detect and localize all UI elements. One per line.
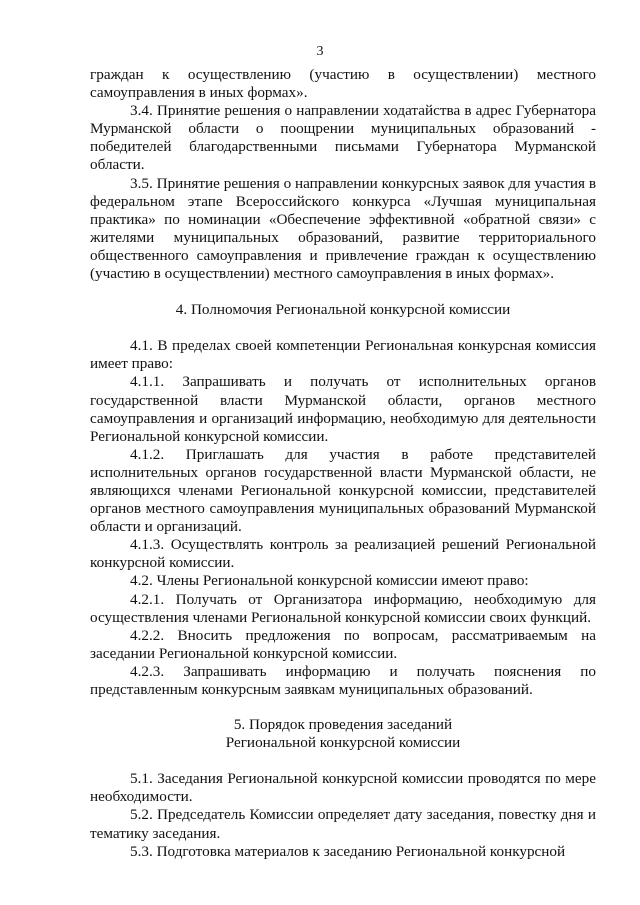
section-heading-4: 4. Полномочия Региональной конкурсной комиссии bbox=[175, 301, 511, 319]
paragraph-4-2: 4.2. Члены Региональной конкурсной комиссии имеют право: bbox=[130, 572, 529, 590]
paragraph-4-2-2: 4.2.2. Вносить предложения по вопросам, рассматриваемым на заседании Региональной конкурсной комиссии. bbox=[90, 626, 596, 662]
page-number: 3 bbox=[316, 44, 324, 59]
paragraph-3-5: 3.5. Принятие решения о направлении конкурсных заявок для участия в федеральном этапе Всероссийского конкурса «Лучшая муниципальная практика» по номинации «Обеспечение эффективной «обратной связи» с жителями муниципальных образований, развитие территориального общественного самоуправления и привлечение граждан к осуществлению (участию в осуществлении) местного самоуправления в иных формах». bbox=[90, 174, 596, 283]
document-body bbox=[90, 66, 596, 861]
section-heading-5-line1: 5. Порядок проведения заседаний bbox=[233, 716, 453, 734]
paragraph-3-4: 3.4. Принятие решения о направлении ходатайства в адрес Губернатора Мурманской области о поощрении муниципальных образований - победителей благодарственными письмами Губернатора Мурманской области. bbox=[90, 102, 596, 174]
paragraph-5-1: 5.1. Заседания Региональной конкурсной комиссии проводятся по мере необходимости. bbox=[90, 770, 596, 806]
paragraph-4-1-3: 4.1.3. Осуществлять контроль за реализацией решений Региональной конкурсной комиссии. bbox=[90, 536, 596, 572]
paragraph-4-2-3: 4.2.3. Запрашивать информацию и получать пояснения по представленным конкурсным заявкам муниципальных образований. bbox=[90, 662, 596, 698]
paragraph-4-1-2: 4.1.2. Приглашать для участия в работе представителей исполнительных органов государственной власти Мурманской области, не являющихся членами Региональной конкурсной комиссии, представителей органов местного самоуправления муниципальных образований Мурманской области и организаций. bbox=[90, 445, 596, 536]
paragraph-4-1-1: 4.1.1. Запрашивать и получать от исполнительных органов государственной власти Мурманской области, органов местного самоуправления и организаций информацию, необходимую для деятельности Региональной конкурсной комиссии. bbox=[90, 373, 596, 445]
paragraph-4-1: 4.1. В пределах своей компетенции Региональная конкурсная комиссия имеет право: bbox=[90, 337, 596, 373]
paragraph-5-2: 5.2. Председатель Комиссии определяет дату заседания, повестку дня и тематику заседания. bbox=[90, 806, 596, 842]
paragraph-continuation: граждан к осуществлению (участию в осуществлении) местного самоуправления в иных формах». bbox=[90, 66, 596, 102]
paragraph-4-2-1: 4.2.1. Получать от Организатора информацию, необходимую для осуществления членами Региональной конкурсной комиссии своих функций. bbox=[90, 590, 596, 626]
section-heading-5-line2: Региональной конкурсной комиссии bbox=[225, 734, 461, 752]
paragraph-5-3: 5.3. Подготовка материалов к заседанию Региональной конкурсной bbox=[130, 842, 566, 860]
